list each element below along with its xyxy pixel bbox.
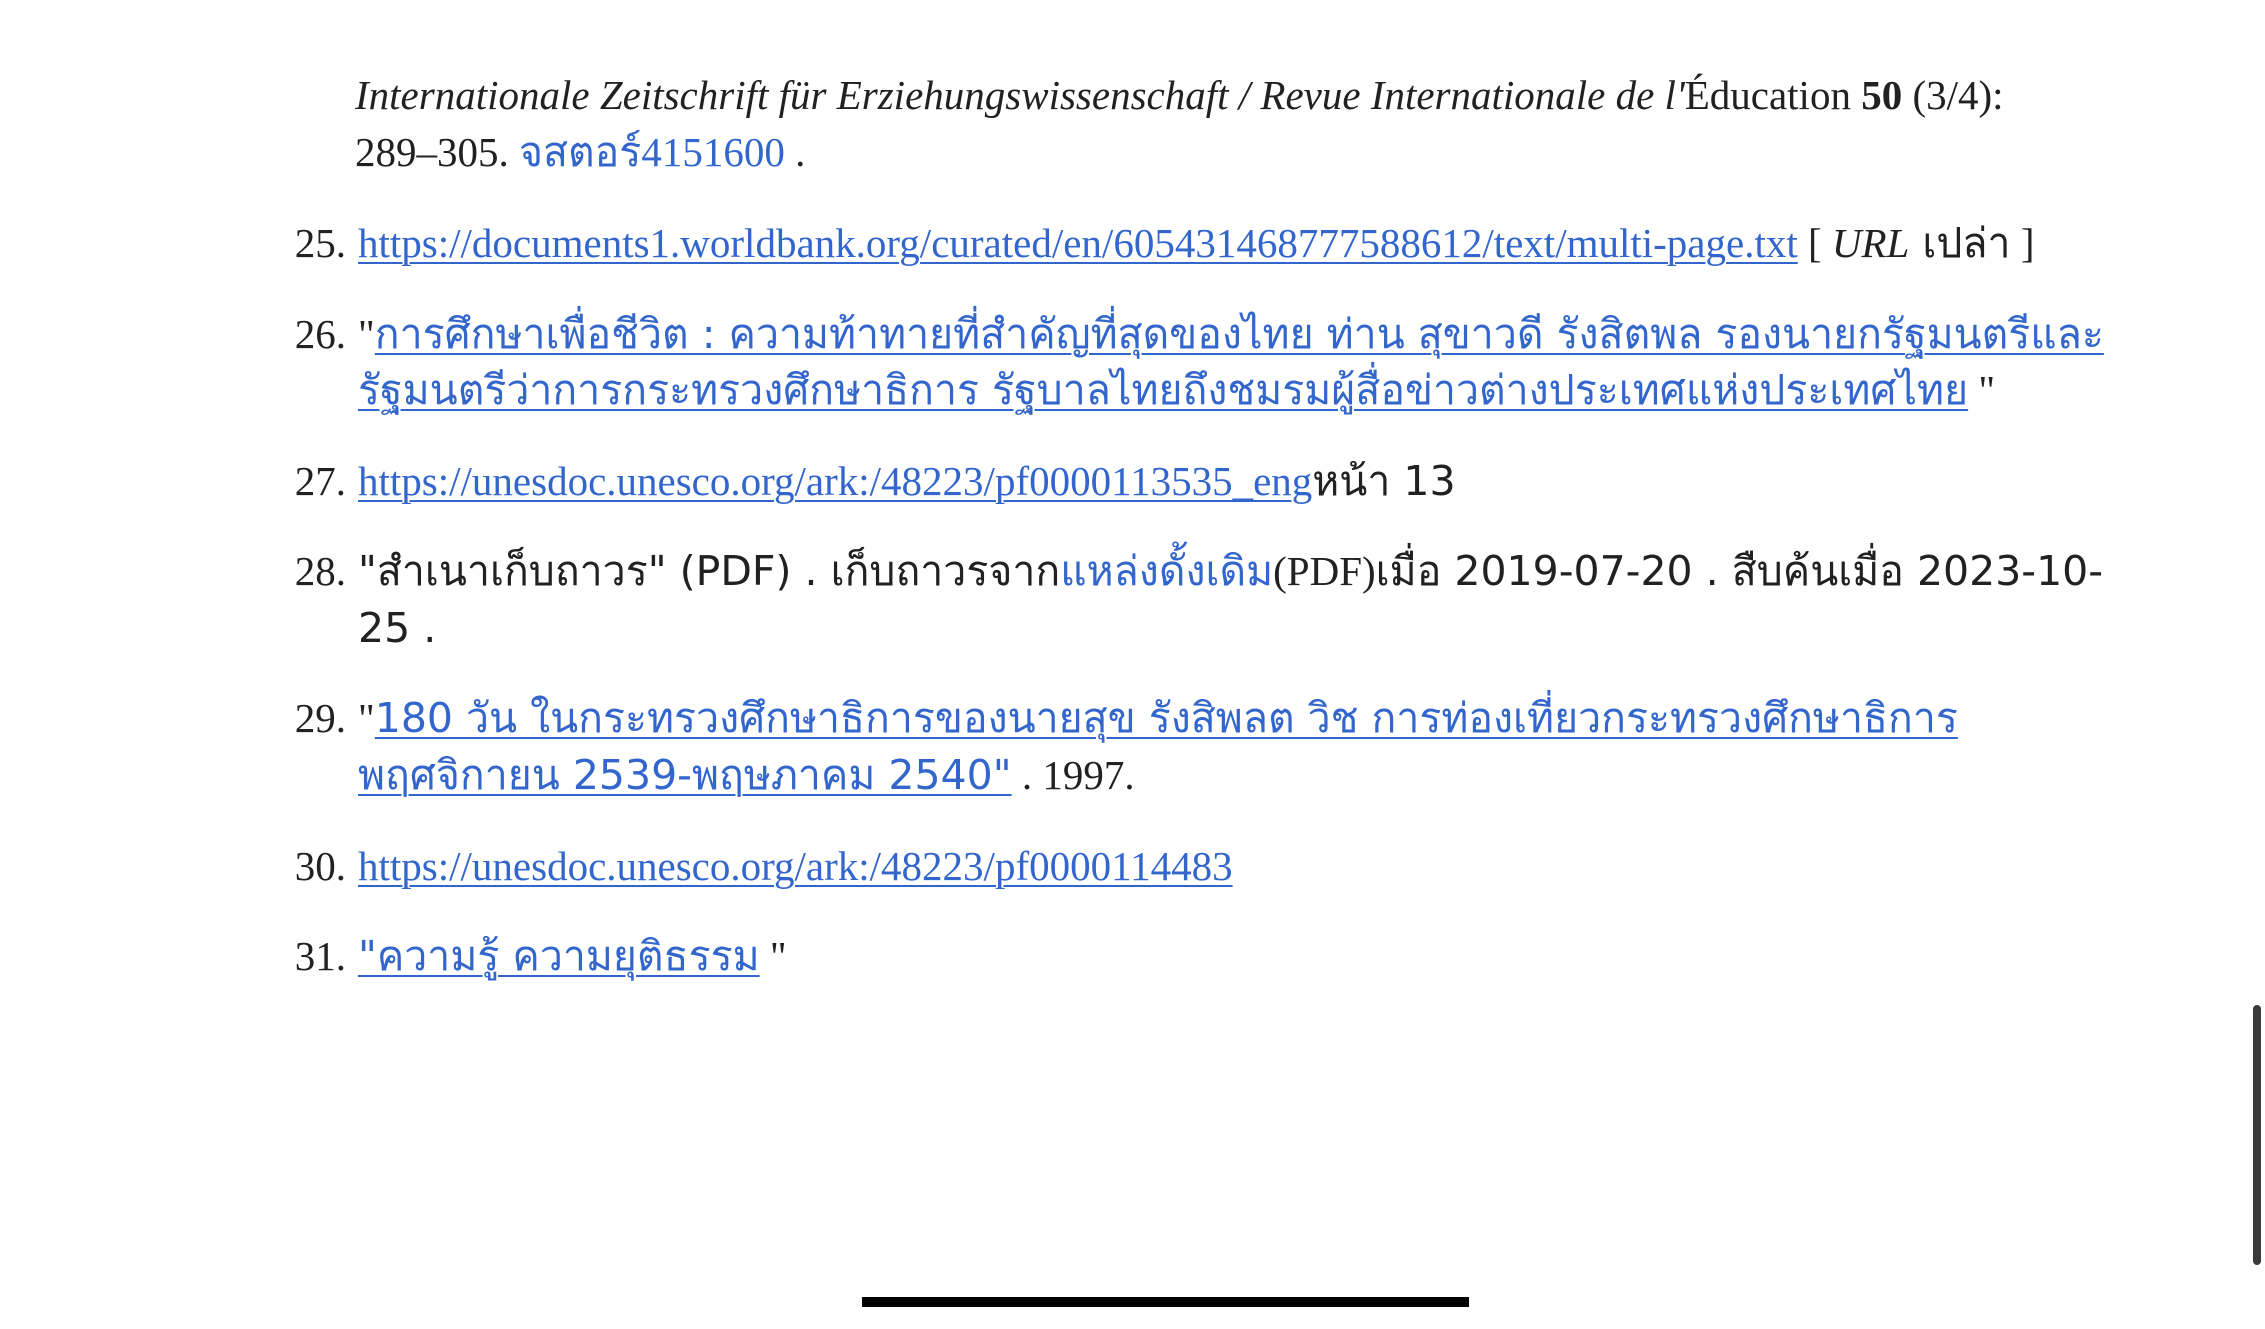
reference-item-29: [294, 690, 2148, 803]
reference-marker: 31.: [294, 933, 346, 980]
journal-title-roman: Éducation: [1684, 72, 1862, 118]
year-note: . 1997.: [1011, 752, 1135, 799]
quote-open: ": [358, 695, 375, 742]
archived-copy-title: "สำเนาเก็บถาวร": [358, 547, 667, 596]
knowledge-justice-link[interactable]: "ความรู้ ความยุติธรรม: [358, 932, 760, 981]
reference-item-26: [294, 306, 2148, 419]
reference-list: [258, 215, 2148, 1019]
quote-close: ": [1968, 367, 1996, 414]
volume-number: 50: [1861, 72, 1903, 118]
bare-url-note-italic: URL: [1831, 220, 1910, 266]
thai-speech-link[interactable]: การศึกษาเพื่อชีวิต : ความท้าทายที่สำคัญที่สุดของไทย ท่าน สุขาวดี รังสิตพล รองนายกรัฐมนตรีและรัฐมนตรีว่าการกระทรวงศึกษาธิการ รัฐบาลไทยถึงชมรมผู้สื่อข่าวต่างประเทศแห่งประเทศไทย: [358, 309, 2104, 415]
page-note: หน้า 13: [1312, 456, 1456, 505]
original-source-link[interactable]: แหล่งดั้งเดิม: [1060, 547, 1274, 596]
lead-trailing: .: [784, 128, 806, 175]
archive-pdf-label: (PDF): [1273, 548, 1376, 595]
archive-text-1: (PDF) . เก็บถาวรจาก: [666, 547, 1061, 596]
unesdoc-113535-link[interactable]: https://unesdoc.unesco.org/ark:/48223/pf0000113535_eng: [358, 457, 1313, 504]
jstor-link[interactable]: จสตอร์4151600: [519, 128, 785, 175]
reference-marker: 29.: [294, 695, 346, 742]
reference-item-31: [294, 928, 2148, 985]
bare-url-note-thai: เปล่า: [1909, 219, 2011, 267]
vertical-scrollbar[interactable]: [2253, 1005, 2261, 1265]
reference-marker: 28.: [294, 548, 346, 595]
quote-close: ": [759, 933, 787, 980]
bracket-open: [: [1797, 220, 1832, 266]
reference-item-25: [294, 215, 2148, 272]
reference-marker: 26.: [294, 310, 346, 357]
reference-item-28: [294, 543, 2148, 656]
archive-dates: เมื่อ 2019-07-20 . สืบค้นเมื่อ 2023-10-25 .: [358, 547, 2104, 652]
reference-item-30: [294, 838, 2148, 895]
journal-title-italic: Internationale Zeitschrift für Erziehungswissenschaft / Revue Internationale de l': [355, 72, 1685, 118]
reference-item-27: [294, 453, 2148, 510]
180-days-link[interactable]: 180 วัน ในกระทรวงศึกษาธิการของนายสุข รังสิพลต วิช การท่องเที่ยวกระทรวงศึกษาธิการ พฤศจิกายน 2539-พฤษภาคม 2540": [358, 694, 1958, 800]
lead-paragraph: [355, 67, 2015, 180]
quote-open: ": [358, 310, 375, 357]
selection-highlight-bar: [862, 1297, 1469, 1307]
reference-marker: 27.: [294, 457, 346, 504]
issue-pages: (3/4): 289–305.: [355, 72, 2004, 175]
reference-marker: 30.: [294, 842, 346, 889]
worldbank-url-link[interactable]: https://documents1.worldbank.org/curated/en/605431468777588612/text/multi-page.txt: [358, 220, 1798, 266]
unesdoc-114483-link[interactable]: https://unesdoc.unesco.org/ark:/48223/pf0000114483: [358, 842, 1233, 889]
reference-marker: 25.: [294, 220, 346, 266]
bracket-close: ]: [2010, 220, 2035, 266]
